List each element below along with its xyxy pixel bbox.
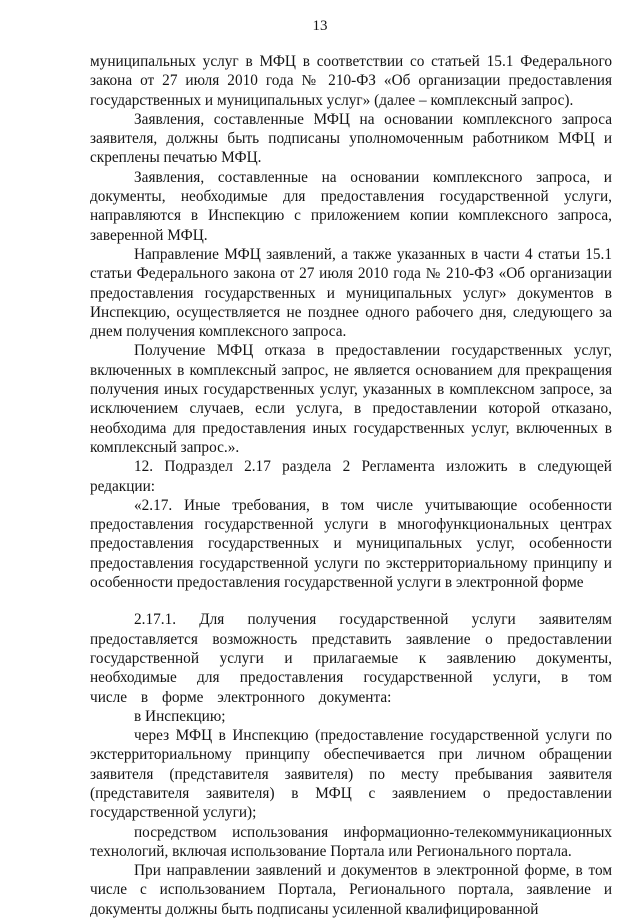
paragraph-documents-sent: Заявления, составленные на основании комплексного запроса, и документы, необходимые для предоставления государственной услуги, направляются в Инспекцию с приложением копии комплексного запроса, заверенной МФЦ. <box>90 168 612 244</box>
list-item-via-mfc: через МФЦ в Инспекцию (предоставление государственной услуги по экстерриториальному принципу обеспечивается при личном обращении заявителя (представителя заявителя) по месту пребывания заявителя (представителя заявителя) в МФЦ с заявлением о предоставлении государственной услуги); <box>90 727 612 822</box>
document-body <box>90 52 612 919</box>
paragraph-refusal-handling: Получение МФЦ отказа в предоставлении государственных услуг, включенных в комплексный запрос, не является основанием для прекращения получения иных государственных услуг, указанных в комплексном запросе, за исключением случаев, если услуга, в предоставлении которой отказано, необходима для предоставления иных государственных услуг, включенных в комплексный запрос.». <box>90 342 612 456</box>
paragraph-section-2-17-heading: «2.17. Иные требования, в том числе учитывающие особенности предоставления государственной услуги в многофункциональных центрах предоставления государственных и муниципальных услуг, особенности предоставления государственной услуги по экстерриториальному принципу и особенности предоставления государственной услуги в электронной форме <box>90 496 612 592</box>
paragraph-electronic-signature: При направлении заявлений и документов в электронной форме, в том числе с использованием Портала, Регионального портала, заявление и документы должны быть подписаны усиленной квалифицированной <box>90 862 612 918</box>
list-item-via-ict: посредством использования информационно-телекоммуникационных технологий, включая использование Портала или Регионального портала. <box>90 823 612 860</box>
paragraph-applications-signed: Заявления, составленные МФЦ на основании комплексного запроса заявителя, должны быть подписаны уполномоченным работником МФЦ и скреплены печатью МФЦ. <box>90 110 612 167</box>
paragraph-2-17-1: 2.17.1. Для получения государственной услуги заявителям предоставляется возможность представить заявление о предоставлении государственной услуги и прилагаемые к заявлению документы, необходимые для предоставления государственной услуги, в том числе в форме электронного документа: <box>90 611 612 706</box>
page-number: 13 <box>312 18 328 34</box>
paragraph-item-12: 12. Подраздел 2.17 раздела 2 Регламента изложить в следующей редакции: <box>90 458 612 495</box>
paragraph-complex-request-intro: муниципальных услуг в МФЦ в соответствии со статьей 15.1 Федерального закона от 27 июля 2010 года № 210-ФЗ «Об организации предоставления государственных и муниципальных услуг» (далее – комплексный запрос). <box>90 53 612 109</box>
paragraph-sending-deadline: Направление МФЦ заявлений, а также указанных в части 4 статьи 15.1 статьи Федерального закона от 27 июля 2010 года № 210-ФЗ «Об организации предоставления государственных и муниципальных услуг» документов в Инспекцию, осуществляется не позднее одного рабочего дня, следующего за днем получения комплексного запроса. <box>90 245 612 341</box>
list-item-inspection: в Инспекцию; <box>134 707 226 725</box>
